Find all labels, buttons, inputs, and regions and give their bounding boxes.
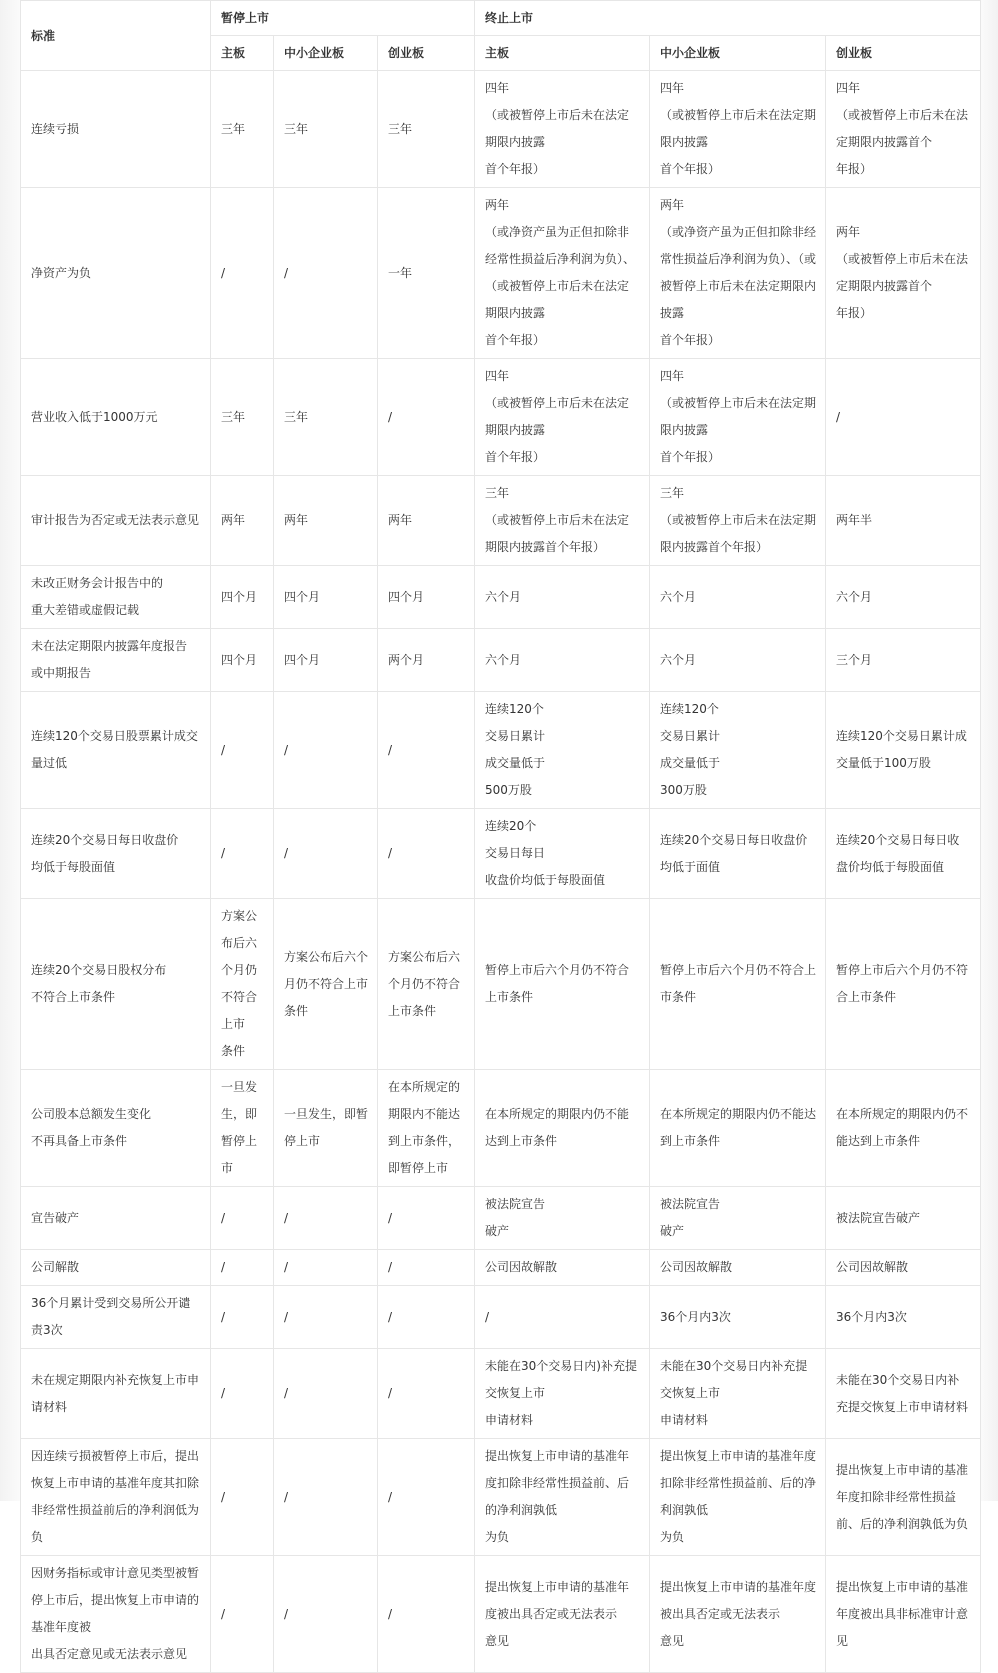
- cell-text: 36个月内3次: [836, 1309, 907, 1324]
- cell-text: 首个年报）: [485, 333, 546, 347]
- table-cell: [211, 188, 274, 359]
- cell-text: 成交量低于: [485, 756, 546, 770]
- table-cell: [378, 1286, 475, 1349]
- table-row: [21, 359, 981, 476]
- table-row: [21, 566, 981, 629]
- table-row: [21, 809, 981, 899]
- table-cell: [378, 1250, 475, 1286]
- table-cell: [650, 1250, 826, 1286]
- table-cell: [475, 359, 650, 476]
- table-cell: [650, 71, 826, 188]
- table-cell: [274, 1187, 378, 1250]
- table-cell: [475, 1286, 650, 1349]
- header-board: 中小企业板: [274, 36, 378, 71]
- table-row: [21, 188, 981, 359]
- row-standard-cell: [21, 899, 211, 1070]
- cell-text: /: [284, 742, 289, 757]
- cell-text: /: [388, 409, 393, 424]
- cell-text: 两年: [836, 225, 861, 239]
- table-row: [21, 1187, 981, 1250]
- cell-text: 成交量低于: [660, 756, 721, 770]
- cell-text: 未能在30个交易日内补充提交恢复上市: [660, 1359, 808, 1400]
- cell-text: 申请材料: [485, 1413, 534, 1427]
- cell-text: 年报）: [836, 306, 873, 320]
- table-cell: [211, 899, 274, 1070]
- table-cell: [378, 629, 475, 692]
- cell-text: /: [388, 1606, 393, 1621]
- row-standard-cell: [21, 1070, 211, 1187]
- cell-text: 提出恢复上市申请的基准年度被出具否定或无法表示: [485, 1579, 630, 1621]
- cell-text: 意见: [485, 1633, 510, 1648]
- cell-text: 六个月: [660, 652, 697, 667]
- table-cell: [650, 809, 826, 899]
- cell-text: （或被暂停上市后未在法定期限内披露首个年报）: [485, 513, 630, 554]
- cell-text: 或中期报告: [31, 666, 92, 680]
- cell-text: 破产: [485, 1224, 510, 1238]
- table-cell: [826, 1286, 981, 1349]
- row-standard-cell: [21, 71, 211, 188]
- table-cell: [650, 1070, 826, 1187]
- cell-text: 被法院宣告: [485, 1197, 546, 1211]
- cell-text: 破产: [660, 1224, 685, 1238]
- table-cell: [650, 1556, 826, 1673]
- table-cell: [475, 1187, 650, 1250]
- table-cell: [211, 1187, 274, 1250]
- table-cell: [826, 476, 981, 566]
- table-cell: [378, 1187, 475, 1250]
- table-row: [21, 692, 981, 809]
- cell-text: 意见: [660, 1633, 685, 1648]
- table-cell: [650, 1286, 826, 1349]
- table-cell: [211, 692, 274, 809]
- cell-text: 三个月: [836, 652, 873, 667]
- table-cell: [274, 899, 378, 1070]
- cell-text: 500万股: [485, 783, 532, 797]
- table-row: [21, 629, 981, 692]
- cell-text: 四个月: [221, 652, 258, 667]
- cell-text: 四年: [485, 369, 510, 383]
- cell-text: /: [388, 742, 393, 757]
- cell-text: （或被暂停上市后未在法定期限内披露首个: [836, 108, 969, 149]
- row-standard-cell: [21, 1187, 211, 1250]
- cell-text: （或被暂停上市后未在法定期限内披露: [485, 108, 630, 149]
- row-standard-cell: [21, 1349, 211, 1439]
- cell-text: 提出恢复上市申请的基准年度扣除非经常性损益前、后的净利润孰低: [485, 1449, 630, 1517]
- cell-text: 出具否定意见或无法表示意见: [31, 1647, 188, 1661]
- cell-text: 36个月内3次: [660, 1309, 731, 1324]
- cell-text: 300万股: [660, 783, 707, 797]
- cell-text: 在本所规定的期限内不能达到上市条件，即暂停上市: [388, 1080, 461, 1175]
- cell-text: 被法院宣告破产: [836, 1210, 921, 1225]
- table-cell: [475, 71, 650, 188]
- cell-text: 三年: [284, 121, 309, 136]
- cell-text: 四个月: [284, 589, 321, 604]
- cell-text: 交易日累计: [660, 729, 721, 743]
- table-cell: [378, 1556, 475, 1673]
- table-cell: [650, 899, 826, 1070]
- cell-text: （或被暂停上市后未在法定期限内披露: [660, 396, 817, 437]
- cell-text: /: [221, 1606, 226, 1621]
- header-board: 主板: [211, 36, 274, 71]
- cell-text: 均低于每股面值: [31, 859, 116, 874]
- table-cell: [274, 1349, 378, 1439]
- cell-text: 未能在30个交易日内)补充提交恢复上市: [485, 1359, 637, 1400]
- cell-text: /: [221, 265, 226, 280]
- cell-text: 申请材料: [660, 1413, 709, 1427]
- table-cell: [650, 476, 826, 566]
- table-cell: [211, 71, 274, 188]
- cell-text: 未在规定期限内补充恢复上市申请材料: [31, 1372, 200, 1414]
- table-cell: [475, 1070, 650, 1187]
- cell-text: /: [284, 1386, 289, 1400]
- cell-text: （或被暂停上市后未在法定期限内披露首个: [836, 252, 969, 293]
- cell-text: 两个月: [388, 652, 425, 667]
- cell-text: 在本所规定的期限内仍不能达到上市条件: [836, 1107, 969, 1148]
- left-page-shadow: [0, 0, 20, 1501]
- table-cell: [650, 566, 826, 629]
- table-cell: [274, 1250, 378, 1286]
- cell-text: 不符合上市条件: [31, 990, 116, 1004]
- row-standard-cell: [21, 188, 211, 359]
- cell-text: 三年: [660, 486, 685, 500]
- cell-text: /: [221, 1210, 226, 1225]
- table-row: [21, 1070, 981, 1187]
- cell-text: 被法院宣告: [660, 1197, 721, 1211]
- header-board: 创业板: [378, 36, 475, 71]
- table-row: [21, 899, 981, 1070]
- cell-text: /: [388, 846, 393, 860]
- cell-text: /: [221, 1260, 226, 1274]
- table-cell: [475, 1439, 650, 1556]
- cell-text: （或被暂停上市后未在法定期限内披露: [485, 396, 630, 437]
- table-cell: [378, 809, 475, 899]
- table-row: [21, 71, 981, 188]
- table-cell: [826, 629, 981, 692]
- table-cell: [211, 1439, 274, 1556]
- cell-text: 暂停上市后六个月仍不符合上市条件: [485, 963, 630, 1004]
- cell-text: 三年: [221, 409, 246, 424]
- cell-text: 在本所规定的期限内仍不能达到上市条件: [485, 1107, 630, 1148]
- row-standard-cell: [21, 359, 211, 476]
- cell-text: /: [221, 742, 226, 757]
- table-cell: [826, 809, 981, 899]
- table-cell: [378, 1439, 475, 1556]
- table-cell: [826, 188, 981, 359]
- table-cell: [826, 899, 981, 1070]
- cell-text: /: [221, 1386, 226, 1400]
- table-cell: [650, 1187, 826, 1250]
- cell-text: 两年: [284, 513, 309, 527]
- cell-text: 连续120个交易日累计成交量低于100万股: [836, 729, 967, 770]
- cell-text: 连续20个: [485, 819, 537, 833]
- table-cell: [378, 899, 475, 1070]
- cell-text: /: [284, 265, 289, 280]
- table-cell: [475, 809, 650, 899]
- cell-text: 条件: [221, 1044, 246, 1058]
- cell-text: （或净资产虽为正但扣除非经常性损益后净利润为负）、（或被暂停上市后未在法定期限内披露: [485, 225, 636, 320]
- header-standard: 标准: [21, 1, 211, 71]
- row-standard-cell: [21, 566, 211, 629]
- table-cell: [826, 359, 981, 476]
- cell-text: 年报）: [836, 162, 873, 176]
- cell-text: /: [221, 1309, 226, 1324]
- table-cell: [274, 1439, 378, 1556]
- cell-text: 收盘价均低于每股面值: [485, 873, 606, 887]
- cell-text: /: [284, 1606, 289, 1621]
- cell-text: 一旦发生，即暂停上市: [284, 1107, 369, 1148]
- table-cell: [378, 71, 475, 188]
- cell-text: 因财务指标或审计意见类型被暂停上市后，提出恢复上市申请的基准年度被: [31, 1566, 200, 1634]
- cell-text: 四年: [660, 81, 685, 95]
- cell-text: 三年: [388, 121, 413, 136]
- cell-text: 公司因故解散: [485, 1260, 558, 1274]
- row-standard-cell: [21, 629, 211, 692]
- cell-text: 连续120个交易日股票累计成交量过低: [31, 729, 198, 770]
- table-row: [21, 1286, 981, 1349]
- cell-text: 暂停上市后六个月仍不符合上市条件: [660, 963, 817, 1004]
- table-cell: [274, 71, 378, 188]
- table-cell: [475, 566, 650, 629]
- cell-text: 净资产为负: [31, 265, 92, 280]
- table-cell: [378, 476, 475, 566]
- table-cell: [650, 188, 826, 359]
- cell-text: /: [485, 1309, 490, 1324]
- table-cell: [211, 1250, 274, 1286]
- table-cell: [826, 1349, 981, 1439]
- table-row: [21, 1349, 981, 1439]
- table-cell: [211, 1070, 274, 1187]
- cell-text: （或被暂停上市后未在法定期限内披露首个年报）: [660, 513, 817, 554]
- cell-text: 提出恢复上市申请的基准年度扣除非经常性损益前、后的净利润孰低为负: [836, 1462, 969, 1531]
- cell-text: 三年: [221, 121, 246, 136]
- row-standard-cell: [21, 692, 211, 809]
- header-board: 中小企业板: [650, 36, 826, 71]
- table-cell: [211, 1556, 274, 1673]
- table-cell: [475, 476, 650, 566]
- cell-text: 未能在30个交易日内补充提交恢复上市申请材料: [836, 1372, 969, 1414]
- cell-text: 首个年报）: [660, 333, 721, 347]
- cell-text: /: [388, 1260, 393, 1274]
- cell-text: 一年: [388, 265, 413, 280]
- table-cell: [826, 692, 981, 809]
- cell-text: 连续20个交易日每日收盘价: [31, 832, 179, 847]
- cell-text: 提出恢复上市申请的基准年度扣除非经常性损益前、后的净利润孰低: [660, 1449, 817, 1517]
- cell-text: 公司股本总额发生变化: [31, 1107, 152, 1121]
- header-suspend-listing: 暂停上市: [211, 1, 475, 36]
- cell-text: /: [221, 846, 226, 860]
- table-cell: [826, 566, 981, 629]
- cell-text: 不再具备上市条件: [31, 1134, 128, 1148]
- table-cell: [378, 566, 475, 629]
- cell-text: /: [388, 1210, 393, 1225]
- cell-text: 两年: [485, 198, 510, 212]
- cell-text: 两年半: [836, 513, 873, 527]
- table-cell: [826, 1187, 981, 1250]
- header-terminate-listing: 终止上市: [475, 1, 981, 36]
- row-standard-cell: [21, 1556, 211, 1673]
- table-cell: [274, 1070, 378, 1187]
- table-cell: [826, 1556, 981, 1673]
- cell-text: 提出恢复上市申请的基准年度被出具否定或无法表示: [660, 1579, 817, 1621]
- cell-text: 首个年报）: [485, 162, 546, 176]
- cell-text: 未在法定期限内披露年度报告: [31, 639, 188, 653]
- table-cell: [826, 1250, 981, 1286]
- table-cell: [475, 1250, 650, 1286]
- table-row: [21, 1556, 981, 1673]
- table-cell: [211, 1349, 274, 1439]
- cell-text: /: [284, 846, 289, 860]
- table-row: [21, 476, 981, 566]
- table-cell: [274, 359, 378, 476]
- table-cell: [211, 566, 274, 629]
- cell-text: 重大差错或虚假记载: [31, 603, 140, 617]
- table-cell: [211, 476, 274, 566]
- cell-text: /: [388, 1489, 393, 1504]
- cell-text: 连续20个交易日每日收盘价均低于面值: [660, 832, 808, 874]
- table-cell: [826, 1439, 981, 1556]
- table-cell: [274, 188, 378, 359]
- table-cell: [475, 899, 650, 1070]
- table-cell: [475, 629, 650, 692]
- table-cell: [378, 1349, 475, 1439]
- cell-text: 36个月累计受到交易所公开谴责3次: [31, 1296, 191, 1337]
- cell-text: 连续20个交易日每日收盘价均低于每股面值: [836, 832, 960, 874]
- cell-text: 公司解散: [31, 1260, 80, 1274]
- cell-text: 未改正财务会计报告中的: [31, 576, 164, 590]
- cell-text: 六个月: [836, 589, 873, 604]
- table-cell: [274, 1286, 378, 1349]
- cell-text: 因连续亏损被暂停上市后，提出恢复上市申请的基准年度其扣除非经常性损益前后的净利润低为负: [31, 1449, 200, 1544]
- cell-text: 首个年报）: [660, 450, 721, 464]
- cell-text: /: [388, 1309, 393, 1324]
- table-cell: [378, 188, 475, 359]
- cell-text: 交易日每日: [485, 846, 546, 860]
- cell-text: /: [388, 1386, 393, 1400]
- cell-text: 首个年报）: [485, 450, 546, 464]
- cell-text: /: [836, 409, 841, 424]
- cell-text: 连续120个: [660, 702, 719, 716]
- table-cell: [650, 1439, 826, 1556]
- cell-text: 六个月: [660, 589, 697, 604]
- table-cell: [211, 359, 274, 476]
- listing-rules-table: [20, 0, 981, 1673]
- cell-text: 宣告破产: [31, 1210, 80, 1225]
- cell-text: 暂停上市后六个月仍不符合上市条件: [836, 963, 969, 1004]
- cell-text: 连续20个交易日股权分布: [31, 963, 167, 977]
- cell-text: 四年: [485, 81, 510, 95]
- row-standard-cell: [21, 476, 211, 566]
- cell-text: 四个月: [284, 652, 321, 667]
- cell-text: 在本所规定的期限内仍不能达到上市条件: [660, 1107, 817, 1148]
- cell-text: 一旦发生，即暂停上市: [221, 1080, 258, 1175]
- cell-text: /: [284, 1210, 289, 1225]
- table-cell: [211, 809, 274, 899]
- cell-text: 交易日累计: [485, 729, 546, 743]
- table-cell: [274, 629, 378, 692]
- row-standard-cell: [21, 1250, 211, 1286]
- cell-text: 四年: [836, 81, 861, 95]
- cell-text: 四个月: [388, 589, 425, 604]
- table-cell: [274, 1556, 378, 1673]
- cell-text: 连续亏损: [31, 121, 80, 136]
- table-cell: [274, 476, 378, 566]
- cell-text: /: [284, 1260, 289, 1274]
- table-cell: [211, 629, 274, 692]
- row-standard-cell: [21, 1439, 211, 1556]
- cell-text: 为负: [660, 1530, 685, 1544]
- table-cell: [826, 71, 981, 188]
- header-board: 主板: [475, 36, 650, 71]
- cell-text: 连续120个: [485, 702, 544, 716]
- cell-text: 审计报告为否定或无法表示意见: [31, 513, 200, 527]
- table-row: [21, 1250, 981, 1286]
- table-cell: [274, 566, 378, 629]
- table-cell: [475, 1349, 650, 1439]
- cell-text: 方案公布后六个月仍不符合上市条件: [388, 949, 461, 1018]
- cell-text: /: [284, 1489, 289, 1504]
- cell-text: 三年: [485, 486, 510, 500]
- cell-text: 六个月: [485, 652, 522, 667]
- cell-text: /: [284, 1309, 289, 1324]
- row-standard-cell: [21, 1286, 211, 1349]
- cell-text: 两年: [660, 198, 685, 212]
- table-cell: [475, 1556, 650, 1673]
- table-cell: [650, 629, 826, 692]
- cell-text: 四年: [660, 369, 685, 383]
- table-cell: [650, 1349, 826, 1439]
- cell-text: 营业收入低于1000万元: [31, 409, 158, 424]
- table-cell: [378, 692, 475, 809]
- cell-text: 为负: [485, 1530, 510, 1544]
- cell-text: 方案公布后六个月仍不符合上市条件: [284, 949, 369, 1018]
- cell-text: 两年: [221, 513, 246, 527]
- cell-text: 两年: [388, 513, 413, 527]
- table-cell: [475, 692, 650, 809]
- header-board: 创业板: [826, 36, 981, 71]
- cell-text: 首个年报）: [660, 162, 721, 176]
- cell-text: 四个月: [221, 589, 258, 604]
- table-cell: [274, 809, 378, 899]
- table-cell: [475, 188, 650, 359]
- table-cell: [274, 692, 378, 809]
- cell-text: 公司因故解散: [660, 1260, 733, 1274]
- right-page-shadow: [980, 0, 998, 1501]
- table-cell: [650, 692, 826, 809]
- cell-text: 三年: [284, 409, 309, 424]
- table-cell: [826, 1070, 981, 1187]
- row-standard-cell: [21, 809, 211, 899]
- cell-text: 公司因故解散: [836, 1260, 909, 1274]
- cell-text: 提出恢复上市申请的基准年度被出具非标准审计意见: [836, 1579, 969, 1648]
- table-cell: [650, 359, 826, 476]
- cell-text: （或被暂停上市后未在法定期限内披露: [660, 108, 817, 149]
- table-row: [21, 1439, 981, 1556]
- table-cell: [211, 1286, 274, 1349]
- table-cell: [378, 359, 475, 476]
- cell-text: （或净资产虽为正但扣除非经常性损益后净利润为负）、（或被暂停上市后未在法定期限内披露: [660, 225, 817, 320]
- table-cell: [378, 1070, 475, 1187]
- cell-text: /: [221, 1489, 226, 1504]
- cell-text: 六个月: [485, 589, 522, 604]
- cell-text: 方案公布后六个月仍不符合上市: [221, 909, 258, 1031]
